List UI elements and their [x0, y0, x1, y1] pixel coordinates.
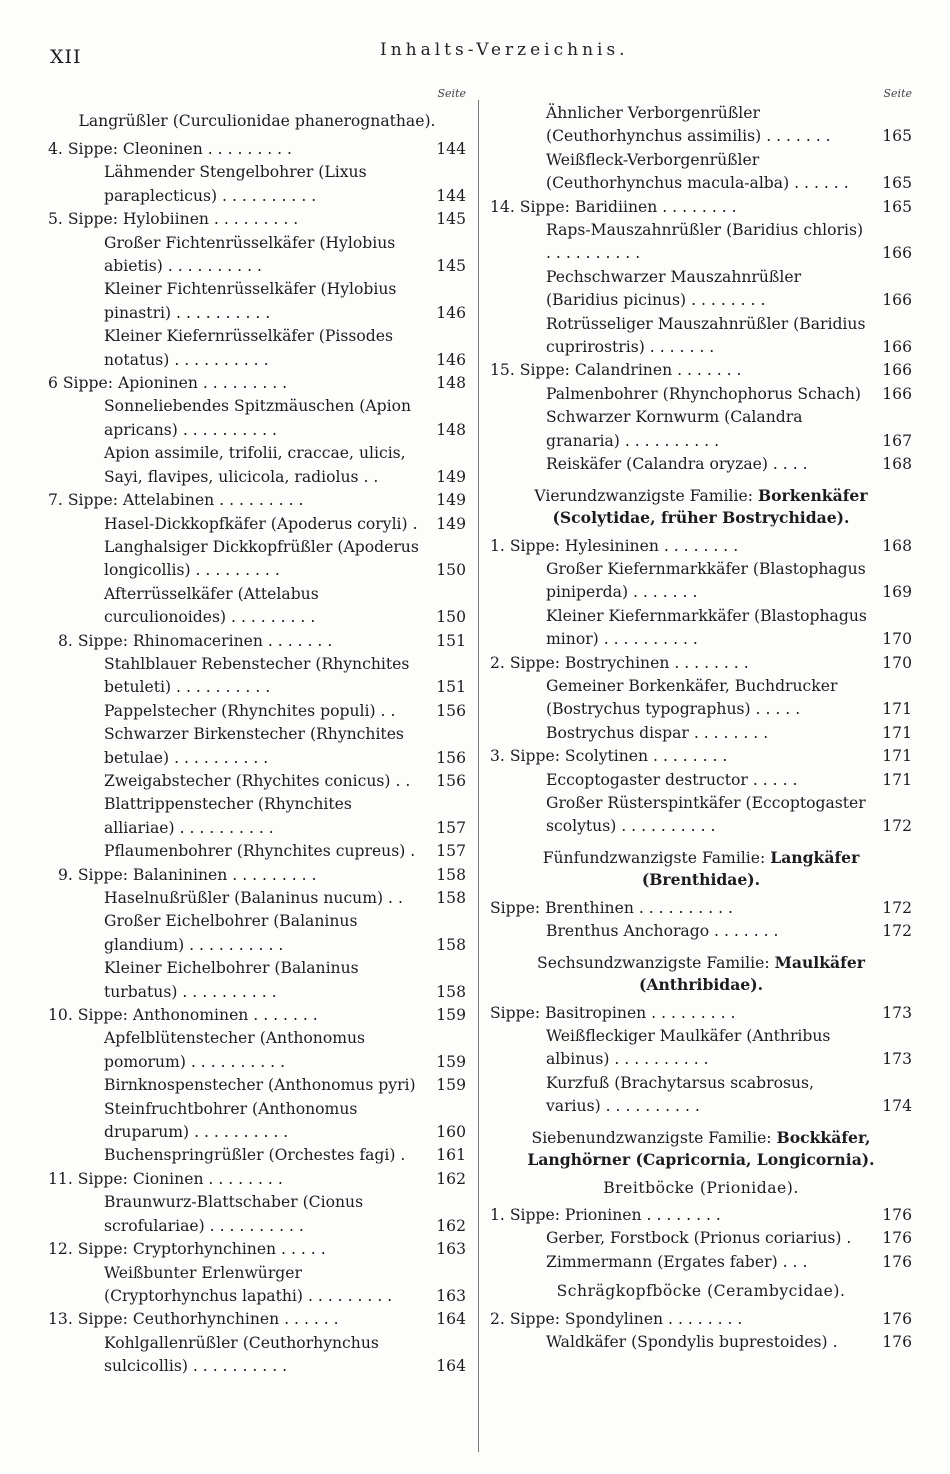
page-folio: XII — [50, 46, 82, 68]
toc-column-left — [48, 86, 466, 1379]
page-number: 158 — [436, 889, 466, 907]
entry-title: Kleiner Fichtenrüsselkäfer (Hylobius pinastri) . . . . . . . . . . — [104, 280, 397, 322]
entry-title: 9. Sippe: Balanininen . . . . . . . . . — [58, 865, 317, 884]
entry-title: Sonneliebendes Spitzmäuschen (Apion apricans) . . . . . . . . . . — [104, 397, 412, 439]
entry-title: 3. Sippe: Scolytinen . . . . . . . . — [490, 747, 728, 766]
entry-title: Zimmermann (Ergates faber) . . . — [546, 1252, 808, 1271]
page-number: 171 — [882, 723, 912, 742]
page-number: 162 — [436, 1169, 466, 1188]
toc-column-right — [490, 86, 912, 1354]
entry-title: Zweigabstecher (Rhychites conicus) . . — [104, 771, 411, 790]
entry-title: Kleiner Kiefernmarkkäfer (Blastophagus minor) . . . . . . . . . . — [546, 606, 867, 649]
page-number: 168 — [882, 455, 912, 474]
species-entry — [104, 957, 466, 1004]
tribe-entry — [48, 1238, 466, 1261]
entry-title: Birnknospenstecher (Anthonomus pyri) — [104, 1076, 416, 1095]
family-heading-prefix: Fünfundzwanzigste Familie: — [542, 848, 771, 867]
species-entry — [104, 278, 466, 325]
species-entry — [104, 395, 466, 442]
tribe-entry — [48, 138, 466, 161]
page-number: 166 — [882, 244, 912, 263]
entry-title: Ähnlicher Verborgenrüßler (Ceuthorhynchus assimilis) . . . . . . . — [546, 104, 831, 146]
page-number: 157 — [436, 842, 466, 861]
species-entry — [104, 1074, 466, 1097]
entry-title: Braunwurz-Blattschaber (Cionus scrofulariae) . . . . . . . . . . — [104, 1193, 364, 1235]
species-entry — [546, 722, 912, 745]
tribe-entry — [490, 897, 912, 920]
toc-list-left — [48, 110, 466, 1379]
column-divider — [478, 100, 479, 1452]
page-number: 162 — [436, 1216, 466, 1235]
entry-title: Langhalsiger Dickkopfrüßler (Apoderus longicollis) . . . . . . . . . — [104, 537, 419, 580]
species-entry — [104, 161, 466, 208]
entry-title: Schwarzer Birkenstecher (Rhynchites betulae) . . . . . . . . . . — [104, 725, 404, 767]
family-heading — [500, 1127, 902, 1171]
subfamily-heading: Schrägkopfböcke (Cerambycidae). — [556, 1282, 846, 1301]
species-entry — [546, 149, 912, 196]
page-number: 171 — [882, 700, 912, 719]
page-number: 165 — [882, 197, 912, 216]
tribe-entry — [48, 1168, 466, 1191]
page-number: 149 — [436, 491, 466, 510]
species-entry — [104, 653, 466, 700]
species-entry — [546, 1227, 912, 1250]
tribe-entry — [58, 630, 466, 653]
entry-title: Palmenbohrer (Rhynchophorus Schach) — [546, 384, 862, 403]
page-number: 169 — [882, 583, 912, 602]
page-number: 176 — [882, 1333, 912, 1352]
species-entry — [546, 102, 912, 149]
page-number: 164 — [436, 1357, 466, 1376]
page-number: 176 — [882, 1252, 912, 1271]
toc-list-right — [490, 102, 912, 1354]
page-number: 146 — [436, 350, 466, 369]
page-number: 171 — [882, 770, 912, 789]
species-entry — [104, 583, 466, 630]
entry-title: Stahlblauer Rebenstecher (Rhynchites betuleti) . . . . . . . . . . — [104, 654, 410, 697]
entry-title: 10. Sippe: Anthonominen . . . . . . . — [48, 1006, 318, 1025]
entry-title: Weißbunter Erlenwürger (Cryptorhynchus lapathi) . . . . . . . . . — [104, 1263, 393, 1305]
entry-title: Eccoptogaster destructor . . . . . — [546, 770, 798, 789]
family-heading-prefix: Sechsundzwanzigste Familie: — [537, 953, 775, 972]
family-heading — [58, 110, 456, 132]
family-heading — [500, 952, 902, 996]
page-number: 172 — [882, 922, 912, 941]
species-entry — [104, 910, 466, 957]
page-number: 176 — [882, 1229, 912, 1248]
entry-title: 8. Sippe: Rhinomacerinen . . . . . . . — [58, 631, 333, 650]
page-number: 170 — [882, 653, 912, 672]
entry-title: Raps-Mauszahnrüßler (Baridius chloris) . . . . . . . . . . — [546, 221, 864, 263]
tribe-entry — [58, 864, 466, 887]
page-number: 156 — [436, 771, 466, 790]
page-number: 174 — [882, 1097, 912, 1116]
entry-title: Großer Kiefernmarkkäfer (Blastophagus piniperda) . . . . . . . — [546, 559, 866, 602]
entry-title: 4. Sippe: Cleoninen . . . . . . . . . — [48, 140, 293, 158]
entry-title: Weißfleck-Verborgenrüßler (Ceuthorhynchus macula-alba) . . . . . . — [546, 150, 849, 193]
family-heading-name: Bockkäfer, Langhörner (Capricornia, Longicornia). — [527, 1127, 875, 1169]
page-number: 148 — [436, 374, 466, 393]
subfamily-heading: Breitböcke (Prionidae). — [603, 1178, 799, 1197]
family-heading — [500, 485, 902, 529]
entry-title: 2. Sippe: Bostrychinen . . . . . . . . — [490, 653, 749, 672]
entry-title: Großer Rüsterspintkäfer (Eccoptogaster scolytus) . . . . . . . . . . — [546, 793, 866, 836]
tribe-entry — [48, 1004, 466, 1027]
page-number: 158 — [436, 982, 466, 1001]
entry-title: Kurzfuß (Brachytarsus scabrosus, varius) . . . . . . . . . . — [546, 1073, 814, 1116]
page-number: 171 — [882, 747, 912, 766]
page-number: 167 — [882, 431, 912, 450]
species-entry — [104, 513, 466, 536]
tribe-entry — [490, 535, 912, 558]
page-number: 163 — [436, 1286, 466, 1305]
page-number: 165 — [882, 174, 912, 193]
entry-title: Reiskäfer (Calandra oryzae) . . . . — [546, 455, 808, 474]
family-heading-text: Langrüßler (Curculionidae phanerognathae). — [78, 112, 436, 130]
page-number: 159 — [436, 1006, 466, 1025]
page-number: 150 — [436, 608, 466, 627]
entry-title: Kleiner Eichelbohrer (Balaninus turbatus) . . . . . . . . . . — [104, 959, 359, 1001]
entry-title: Apfelblütenstecher (Anthonomus pomorum) . . . . . . . . . . — [104, 1029, 366, 1071]
page-number: 172 — [882, 817, 912, 836]
tribe-entry — [490, 359, 912, 382]
entry-title: Steinfruchtbohrer (Anthonomus druparum) . . . . . . . . . . — [104, 1099, 358, 1142]
entry-title: Kohlgallenrüßler (Ceuthorhynchus sulcicollis) . . . . . . . . . . — [104, 1333, 379, 1376]
entry-title: Afterrüsselkäfer (Attelabus curculionoides) . . . . . . . . . — [104, 584, 319, 627]
entry-title: Haselnußrüßler (Balaninus nucum) . . — [104, 889, 403, 907]
species-entry — [546, 453, 912, 476]
entry-title: Pappelstecher (Rhynchites populi) . . — [104, 701, 396, 720]
entry-title: 13. Sippe: Ceuthorhynchinen . . . . . . — [48, 1310, 339, 1329]
species-entry — [104, 1098, 466, 1145]
page-number: 166 — [882, 361, 912, 380]
page-number: 149 — [436, 514, 466, 533]
page-number: 151 — [436, 678, 466, 697]
tribe-entry — [490, 1002, 912, 1025]
species-entry — [546, 1025, 912, 1072]
species-entry — [546, 383, 912, 406]
species-entry — [104, 770, 466, 793]
entry-title: Gemeiner Borkenkäfer, Buchdrucker (Bostrychus typographus) . . . . . — [546, 676, 838, 719]
species-entry — [104, 1144, 466, 1167]
tribe-entry — [48, 1308, 466, 1331]
page-number: 176 — [882, 1309, 912, 1328]
family-heading-prefix: Siebenundzwanzigste Familie: — [531, 1128, 777, 1147]
species-entry — [104, 232, 466, 279]
page-number: 161 — [436, 1146, 466, 1165]
entry-title: 7. Sippe: Attelabinen . . . . . . . . . — [48, 491, 304, 510]
entry-title: Brenthus Anchorago . . . . . . . — [546, 922, 779, 941]
species-entry — [546, 219, 912, 266]
entry-title: Sippe: Basitropinen . . . . . . . . . — [490, 1003, 736, 1022]
entry-title: Schwarzer Kornwurm (Calandra granaria) . . . . . . . . . . — [546, 408, 803, 450]
page-number: 176 — [882, 1206, 912, 1225]
species-entry — [546, 605, 912, 652]
page-number: 160 — [436, 1123, 466, 1142]
page-number: 146 — [436, 303, 466, 322]
species-entry — [104, 723, 466, 770]
page-number: 150 — [436, 561, 466, 580]
entry-title: Blattrippenstecher (Rhynchites alliariae) . . . . . . . . . . — [104, 795, 352, 837]
page-number: 166 — [882, 384, 912, 403]
species-entry — [104, 887, 466, 910]
entry-title: 11. Sippe: Cioninen . . . . . . . . — [48, 1169, 283, 1188]
tribe-entry — [490, 1204, 912, 1227]
family-heading-name: Langkäfer (Brenthidae). — [641, 847, 860, 889]
page-number: 158 — [436, 865, 466, 884]
entry-title: 5. Sippe: Hylobiinen . . . . . . . . . — [48, 210, 299, 229]
tribe-entry — [490, 196, 912, 219]
page-number: 158 — [436, 935, 466, 954]
tribe-entry — [48, 489, 466, 512]
entry-title: 12. Sippe: Cryptorhynchinen . . . . . — [48, 1240, 326, 1259]
page-number: 149 — [436, 467, 466, 486]
entry-title: Großer Eichelbohrer (Balaninus glandium) . . . . . . . . . . — [104, 912, 358, 954]
entry-title: Lähmender Stengelbohrer (Lixus paraplecticus) . . . . . . . . . . — [104, 163, 367, 205]
page-number: 159 — [436, 1052, 466, 1071]
entry-title: 1. Sippe: Prioninen . . . . . . . . — [490, 1206, 721, 1225]
species-entry — [104, 840, 466, 863]
entry-title: 6 Sippe: Apioninen . . . . . . . . . — [48, 374, 288, 393]
page-number: 163 — [436, 1240, 466, 1259]
entry-title: Pechschwarzer Mauszahnrüßler (Baridius picinus) . . . . . . . . — [546, 267, 802, 310]
page-number: 144 — [436, 140, 466, 158]
page-number: 159 — [436, 1076, 466, 1095]
species-entry — [104, 700, 466, 723]
species-entry — [104, 793, 466, 840]
species-entry — [546, 675, 912, 722]
tribe-entry — [490, 1308, 912, 1331]
page-number: 156 — [436, 701, 466, 720]
species-entry — [104, 325, 466, 372]
entry-title: Bostrychus dispar . . . . . . . . — [546, 723, 769, 742]
entry-title: Weißfleckiger Maulkäfer (Anthribus albinus) . . . . . . . . . . — [546, 1027, 831, 1069]
family-heading-name: Maulkäfer (Anthribidae). — [638, 952, 865, 994]
species-entry — [546, 313, 912, 360]
species-entry — [546, 1331, 912, 1354]
species-entry — [104, 536, 466, 583]
entry-title: Hasel-Dickkopfkäfer (Apoderus coryli) . — [104, 514, 418, 533]
species-entry — [104, 1262, 466, 1309]
tribe-entry — [48, 372, 466, 395]
family-heading-prefix: Vierundzwanzigste Familie: — [534, 486, 758, 505]
entry-title: Sippe: Brenthinen . . . . . . . . . . — [490, 898, 734, 917]
entry-title: 1. Sippe: Hylesininen . . . . . . . . — [490, 536, 739, 555]
page-number: 168 — [882, 536, 912, 555]
page-number: 166 — [882, 291, 912, 310]
seite-label: Seite — [883, 87, 912, 100]
family-heading-name: Borkenkäfer (Scolytidae, früher Bostrychidae). — [552, 485, 868, 527]
page-number: 173 — [882, 1050, 912, 1069]
page-number: 157 — [436, 818, 466, 837]
species-entry — [546, 1251, 912, 1274]
seite-label: Seite — [437, 87, 466, 100]
tribe-entry — [48, 208, 466, 231]
page-number: 156 — [436, 748, 466, 767]
page-number: 144 — [436, 186, 466, 205]
family-heading — [500, 847, 902, 891]
species-entry — [104, 1027, 466, 1074]
species-entry — [546, 558, 912, 605]
page-number: 166 — [882, 338, 912, 357]
tribe-entry — [490, 745, 912, 768]
species-entry — [546, 920, 912, 943]
species-entry — [546, 792, 912, 839]
entry-title: Gerber, Forstbock (Prionus coriarius) . — [546, 1229, 852, 1248]
entry-title: Rotrüsseliger Mauszahnrüßler (Baridius cuprirostris) . . . . . . . — [546, 314, 866, 357]
page-number: 172 — [882, 898, 912, 917]
running-title: Inhalts-Verzeichnis. — [380, 40, 629, 60]
page-number: 148 — [436, 420, 466, 439]
species-entry — [546, 769, 912, 792]
species-entry — [546, 1072, 912, 1119]
entry-title: Waldkäfer (Spondylis buprestoides) . — [546, 1333, 838, 1352]
entry-title: Apion assimile, trifolii, craccae, ulicis, Sayi, flavipes, ulicicola, radiolus . . — [104, 444, 406, 486]
page-number: 151 — [436, 631, 466, 650]
species-entry — [104, 1332, 466, 1379]
entry-title: Großer Fichtenrüsselkäfer (Hylobius abietis) . . . . . . . . . . — [104, 233, 396, 276]
page-number: 145 — [436, 210, 466, 229]
page-number: 173 — [882, 1003, 912, 1022]
page-number: 165 — [882, 127, 912, 146]
tribe-entry — [490, 652, 912, 675]
species-entry — [546, 266, 912, 313]
page-number: 170 — [882, 630, 912, 649]
entry-title: Kleiner Kiefernrüsselkäfer (Pissodes notatus) . . . . . . . . . . — [104, 327, 393, 369]
entry-title: 2. Sippe: Spondylinen . . . . . . . . — [490, 1309, 743, 1328]
page-number: 145 — [436, 257, 466, 276]
entry-title: 15. Sippe: Calandrinen . . . . . . . — [490, 361, 742, 380]
entry-title: Buchenspringrüßler (Orchestes fagi) . — [104, 1146, 406, 1165]
entry-title: Pflaumenbohrer (Rhynchites cupreus) . — [104, 842, 416, 861]
species-entry — [104, 442, 466, 489]
species-entry — [104, 1191, 466, 1238]
entry-title: 14. Sippe: Baridiinen . . . . . . . . — [490, 197, 737, 216]
species-entry — [546, 406, 912, 453]
page-number: 164 — [436, 1310, 466, 1329]
